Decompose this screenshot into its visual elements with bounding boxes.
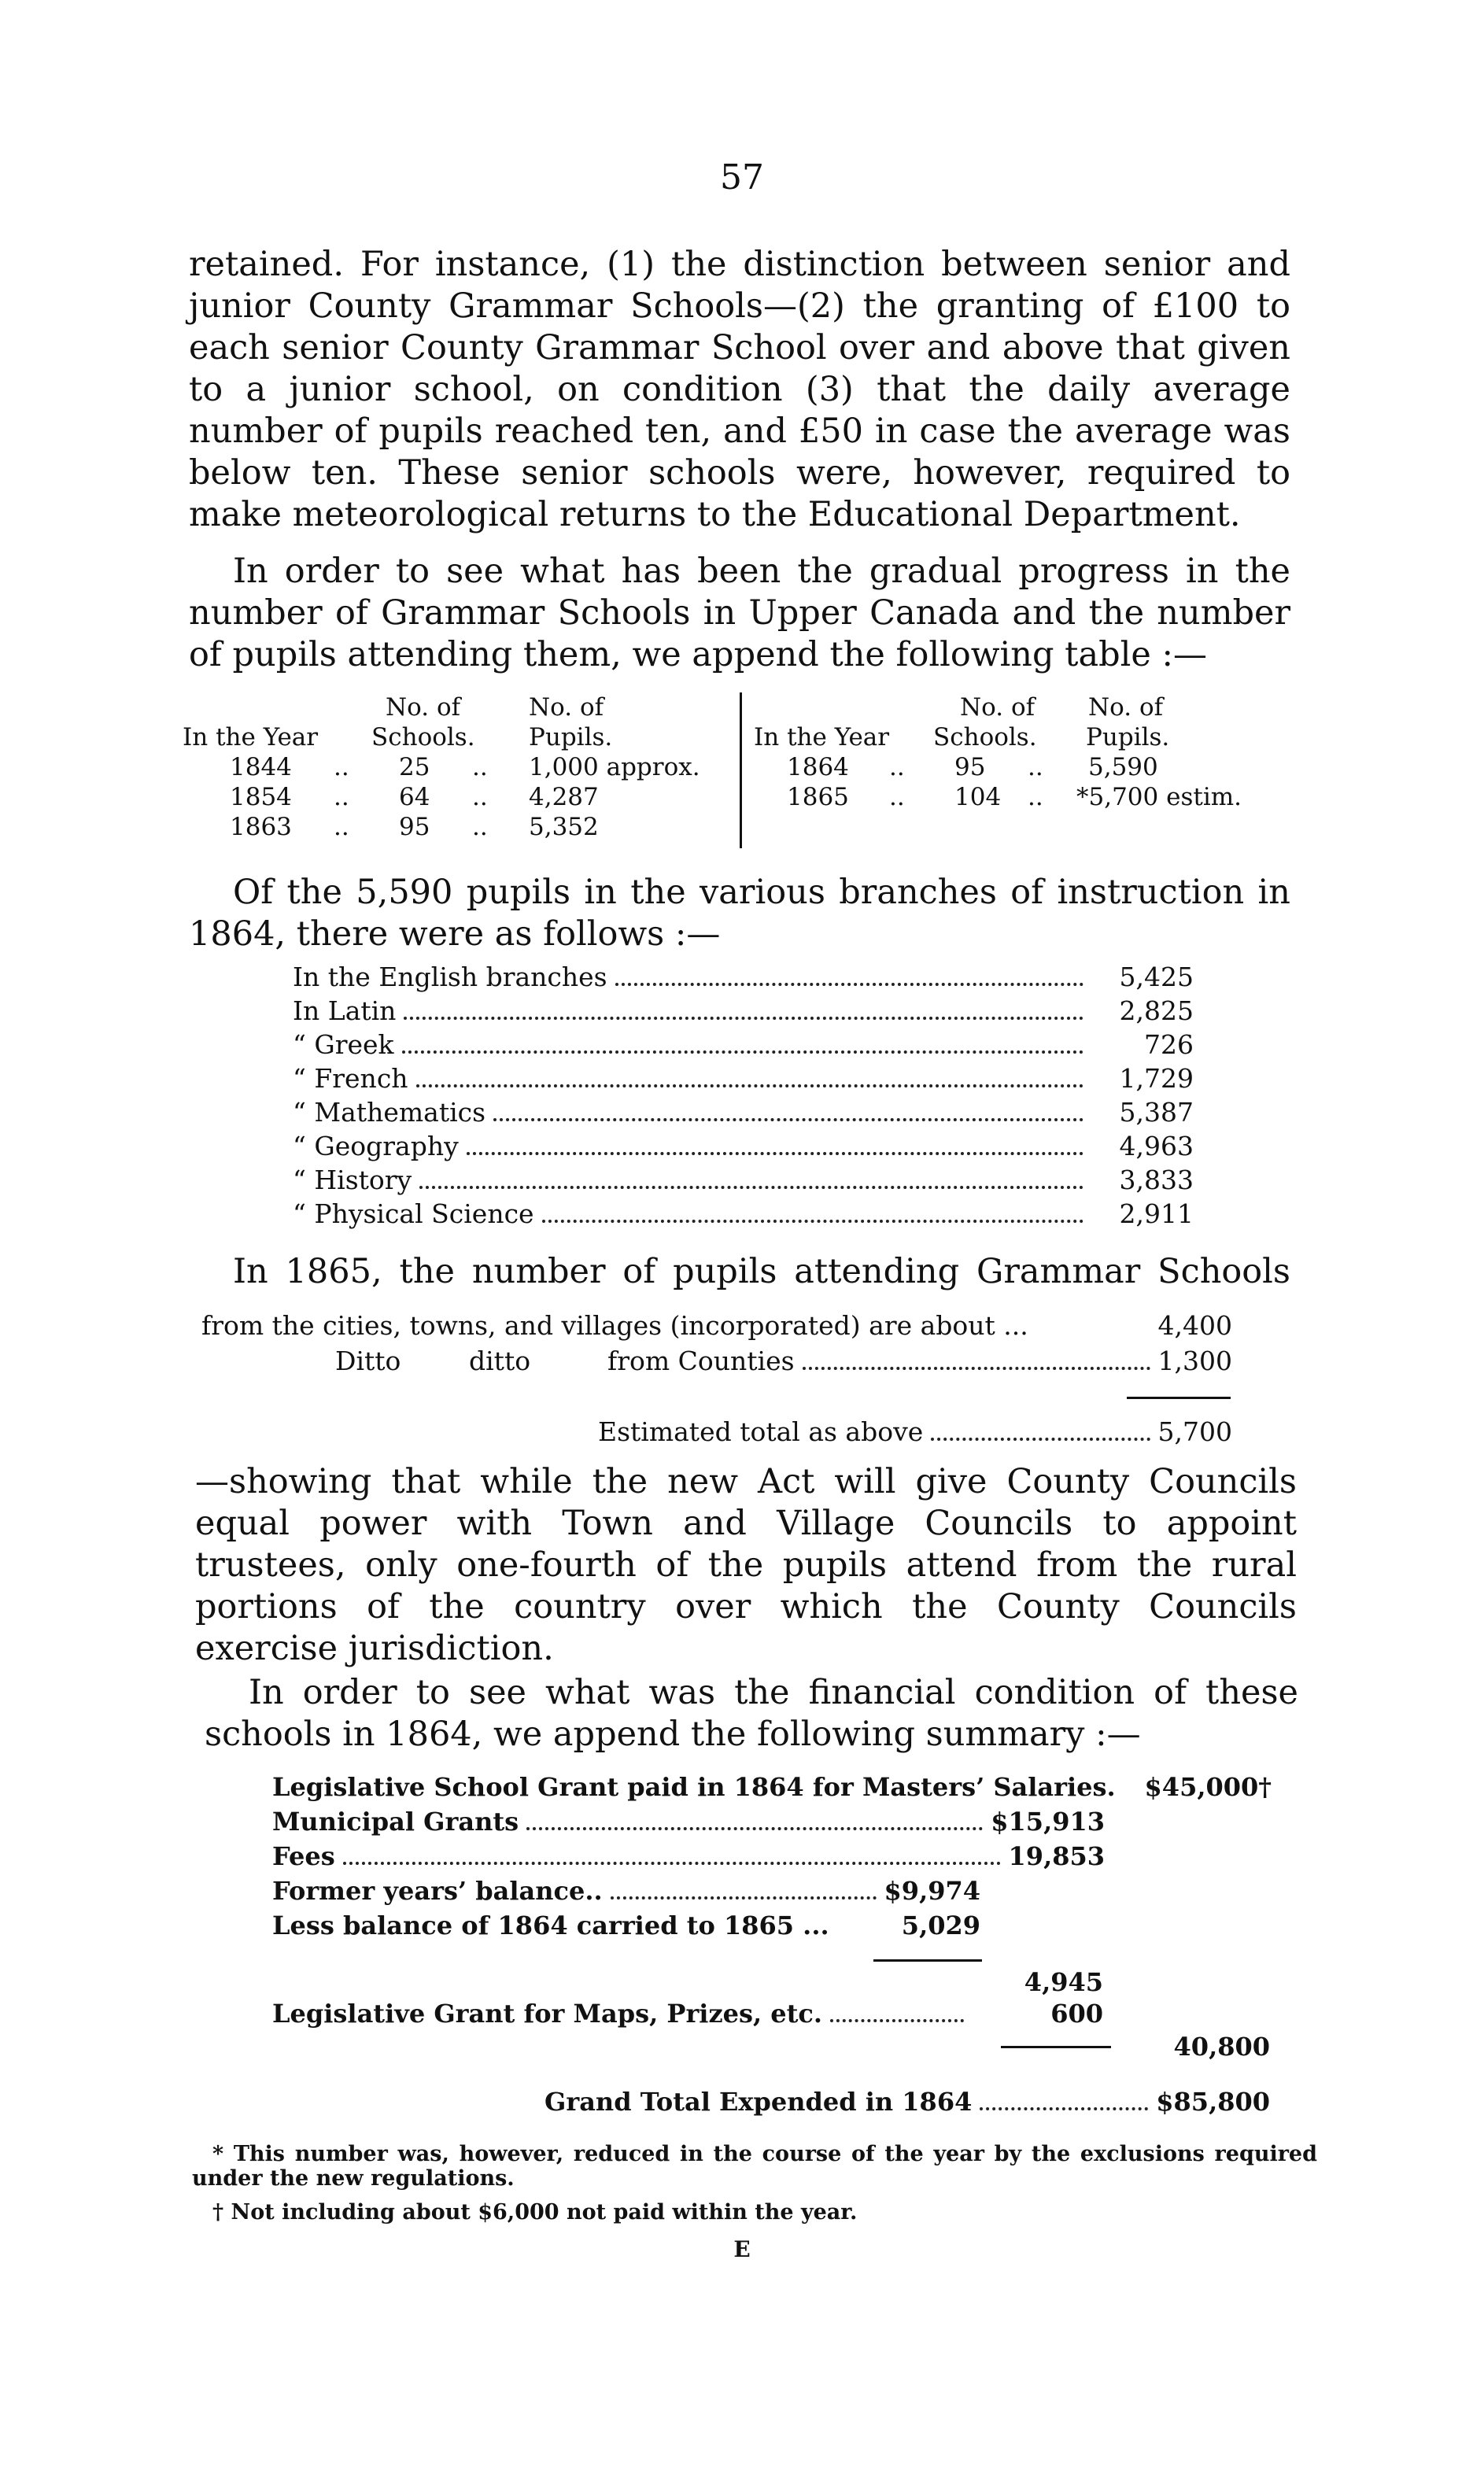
year-cell: 1864 [787,753,849,781]
footnote-star-text: * This number was, however, reduced in the course of the year by the exclusions required under the new regulations. [192,2142,1317,2191]
subject-value: 1,729 [1119,1063,1194,1094]
subject-label: “ Greek [293,1029,394,1060]
leader-dots [611,1896,877,1900]
finance-fees [272,1841,1105,1876]
leader-dots [493,1118,1083,1121]
enrollment-total-label: Estimated total as above [598,1416,924,1447]
footnote-star [192,2142,1317,2191]
finance-former-value: $9,974 [884,1876,980,1906]
year-cell: 1863 [230,813,292,841]
footnote-dagger-text: † Not including about $6,000 not paid within the year. [212,2200,858,2224]
finance-less-value: 5,029 [901,1911,980,1940]
paragraph-1-text: retained. For instance, (1) the distinction between senior and junior County Grammar Schools—(2) the granting of £100 to each senior County Grammar School over and above that given to a junior school, on condition (3) that the daily average number of pupils reached ten, and £50 in case the average was below ten. These senior schools were, however, required to make meteorological returns to the Educational Department. [189,245,1290,534]
footnote-dagger [212,2200,1298,2224]
leader-dots [343,1862,1001,1865]
schools-cell: 64 [399,783,430,811]
finance-former-balance [272,1876,980,1911]
leader-dots [419,1186,1083,1189]
finance-fees-value: 19,853 [1008,1841,1105,1871]
subject-value: 3,833 [1119,1165,1194,1195]
leader-dots [467,1152,1083,1155]
finance-municipal [272,1807,1105,1841]
table-row [183,752,733,782]
paragraph-6 [205,1672,1298,1756]
year-table-left-header [183,722,733,752]
leader-dots [526,1827,983,1830]
enrollment-counties [335,1346,1232,1380]
leader-dots [980,2107,1148,2110]
year-table-right-header-top [754,692,1305,722]
subject-label: “ French [293,1063,408,1094]
enrollment-counties-value: 1,300 [1157,1346,1232,1376]
ditto-1: Ditto [335,1346,401,1376]
separator: .. [334,783,349,811]
list-item [293,1097,1194,1131]
enrollment-cities [201,1310,1232,1345]
enrollment-total-value: 5,700 [1157,1416,1232,1447]
table-row [754,782,1305,812]
finance-grand-total [545,2087,1270,2121]
separator: .. [472,753,488,781]
enrollment-cities-value: 4,400 [1157,1310,1232,1341]
finance-grand-label: Grand Total Expended in 1864 [545,2087,973,2117]
finance-less-balance [272,1911,980,1945]
subject-label: “ Geography [293,1131,459,1161]
leader-dots [416,1084,1083,1087]
list-item [293,1165,1194,1198]
leader-dots [402,1050,1083,1054]
paragraph-6-text: In order to see what was the financial condition of these schools in 1864, we append the following summary :— [205,1673,1298,1754]
finance-subtotal-value: 40,800 [1173,2032,1270,2062]
finance-municipal-label: Municipal Grants [272,1807,519,1837]
col-pupils-label: Pupils. [529,723,613,751]
enrollment-counties-label: from Counties [607,1346,795,1376]
subject-value: 5,387 [1119,1097,1194,1128]
list-item [293,962,1194,995]
schools-cell: 95 [954,753,986,781]
subject-label: In the English branches [293,962,607,992]
schools-cell: 104 [954,783,1002,811]
list-item [293,1131,1194,1165]
table-row [754,752,1305,782]
year-table-left [183,692,733,842]
schools-cell: 95 [399,813,430,841]
separator: .. [1028,783,1043,811]
col-schools-top: No. of [386,693,461,722]
table-row [183,782,733,812]
col-pupils-top: No. of [1088,693,1164,722]
year-table-left-header-top [183,692,733,722]
separator: .. [472,783,488,811]
finance-legislative [272,1772,1272,1807]
subject-label: In Latin [293,995,397,1026]
col-year-label: In the Year [183,723,319,751]
leader-dots [931,1438,1150,1441]
subtract-rule [873,1959,982,1962]
separator: .. [1028,753,1043,781]
subject-label: “ History [293,1165,412,1195]
pupils-cell: 4,287 [529,783,599,811]
enrollment-cities-label: from the cities, towns, and villages (incorporated) are about ... [201,1310,1028,1341]
list-item [293,995,1194,1029]
paragraph-1 [189,244,1290,536]
year-cell: 1844 [230,753,292,781]
list-item [293,1063,1194,1097]
finance-legislative-label: Legislative School Grant paid in 1864 for Masters’ Salaries. [272,1772,1116,1802]
paragraph-5 [195,1461,1297,1670]
paragraph-2-text: In order to see what has been the gradual progress in the number of Grammar Schools in Upper Canada and the number of pupils attending them, we append the following table :— [189,552,1290,674]
year-cell: 1854 [230,783,292,811]
ditto-2: ditto [469,1346,531,1376]
paragraph-3-text: Of the 5,590 pupils in the various branches of instruction in 1864, there were as follows :— [189,873,1290,954]
leader-dots [404,1017,1083,1020]
paragraph-5-text: —showing that while the new Act will give County Councils equal power with Town and Village Councils to appoint trustees, only one-fourth of the pupils attend from the rural portions of the country over which the County Councils exercise jurisdiction. [195,1462,1297,1668]
year-table-right-header [754,722,1305,752]
subject-value: 2,825 [1119,995,1194,1026]
leader-dots [542,1220,1083,1223]
paragraph-3 [189,872,1290,955]
table-divider [740,692,742,848]
finance-maps-value: 600 [1050,1999,1103,2029]
col-schools-label: Schools. [371,723,475,751]
finance-legislative-value: $45,000† [1144,1772,1272,1802]
subject-value: 5,425 [1119,962,1194,992]
separator: .. [889,783,905,811]
separator: .. [472,813,488,841]
sum-rule [1127,1397,1231,1399]
finance-former-label: Former years’ balance.. [272,1876,603,1906]
finance-maps-label: Legislative Grant for Maps, Prizes, etc. [272,1999,823,2029]
separator: .. [334,753,349,781]
pupils-cell: *5,700 estim. [1076,783,1242,811]
col-schools-label: Schools. [933,723,1037,751]
page-number: 57 [720,157,764,198]
subject-value: 726 [1144,1029,1194,1060]
col-year-label: In the Year [754,723,890,751]
year-table-right [754,692,1305,812]
signature-mark: E [733,2236,751,2262]
leader-dots [830,2019,964,2022]
finance-grand-value: $85,800 [1156,2087,1270,2117]
paragraph-4-text: In 1865, the number of pupils attending Grammar Schools [233,1252,1290,1291]
table-row [183,812,733,842]
subject-label: “ Physical Science [293,1198,534,1229]
schools-cell: 25 [399,753,430,781]
list-item [293,1029,1194,1063]
year-cell: 1865 [787,783,849,811]
col-pupils-top: No. of [529,693,604,722]
col-pupils-label: Pupils. [1086,723,1170,751]
finance-fees-label: Fees [272,1841,335,1871]
add-rule [1001,2046,1111,2048]
subject-label: “ Mathematics [293,1097,486,1128]
pupils-cell: 5,590 [1088,753,1158,781]
subject-value: 2,911 [1119,1198,1194,1229]
finance-municipal-value: $15,913 [991,1807,1105,1837]
enrollment-total [598,1416,1232,1451]
separator: .. [889,753,905,781]
finance-maps [272,1999,1103,2033]
finance-net-value: 4,945 [1024,1967,1103,1997]
finance-less-label: Less balance of 1864 carried to 1865 ... [272,1911,829,1940]
pupils-cell: 1,000 approx. [529,753,700,781]
leader-dots [615,983,1083,986]
paragraph-2 [189,551,1290,676]
col-schools-top: No. of [960,693,1035,722]
pupils-cell: 5,352 [529,813,599,841]
paragraph-4 [233,1251,1290,1293]
leader-dots [803,1367,1150,1370]
list-item [293,1198,1194,1232]
subject-value: 4,963 [1119,1131,1194,1161]
separator: .. [334,813,349,841]
